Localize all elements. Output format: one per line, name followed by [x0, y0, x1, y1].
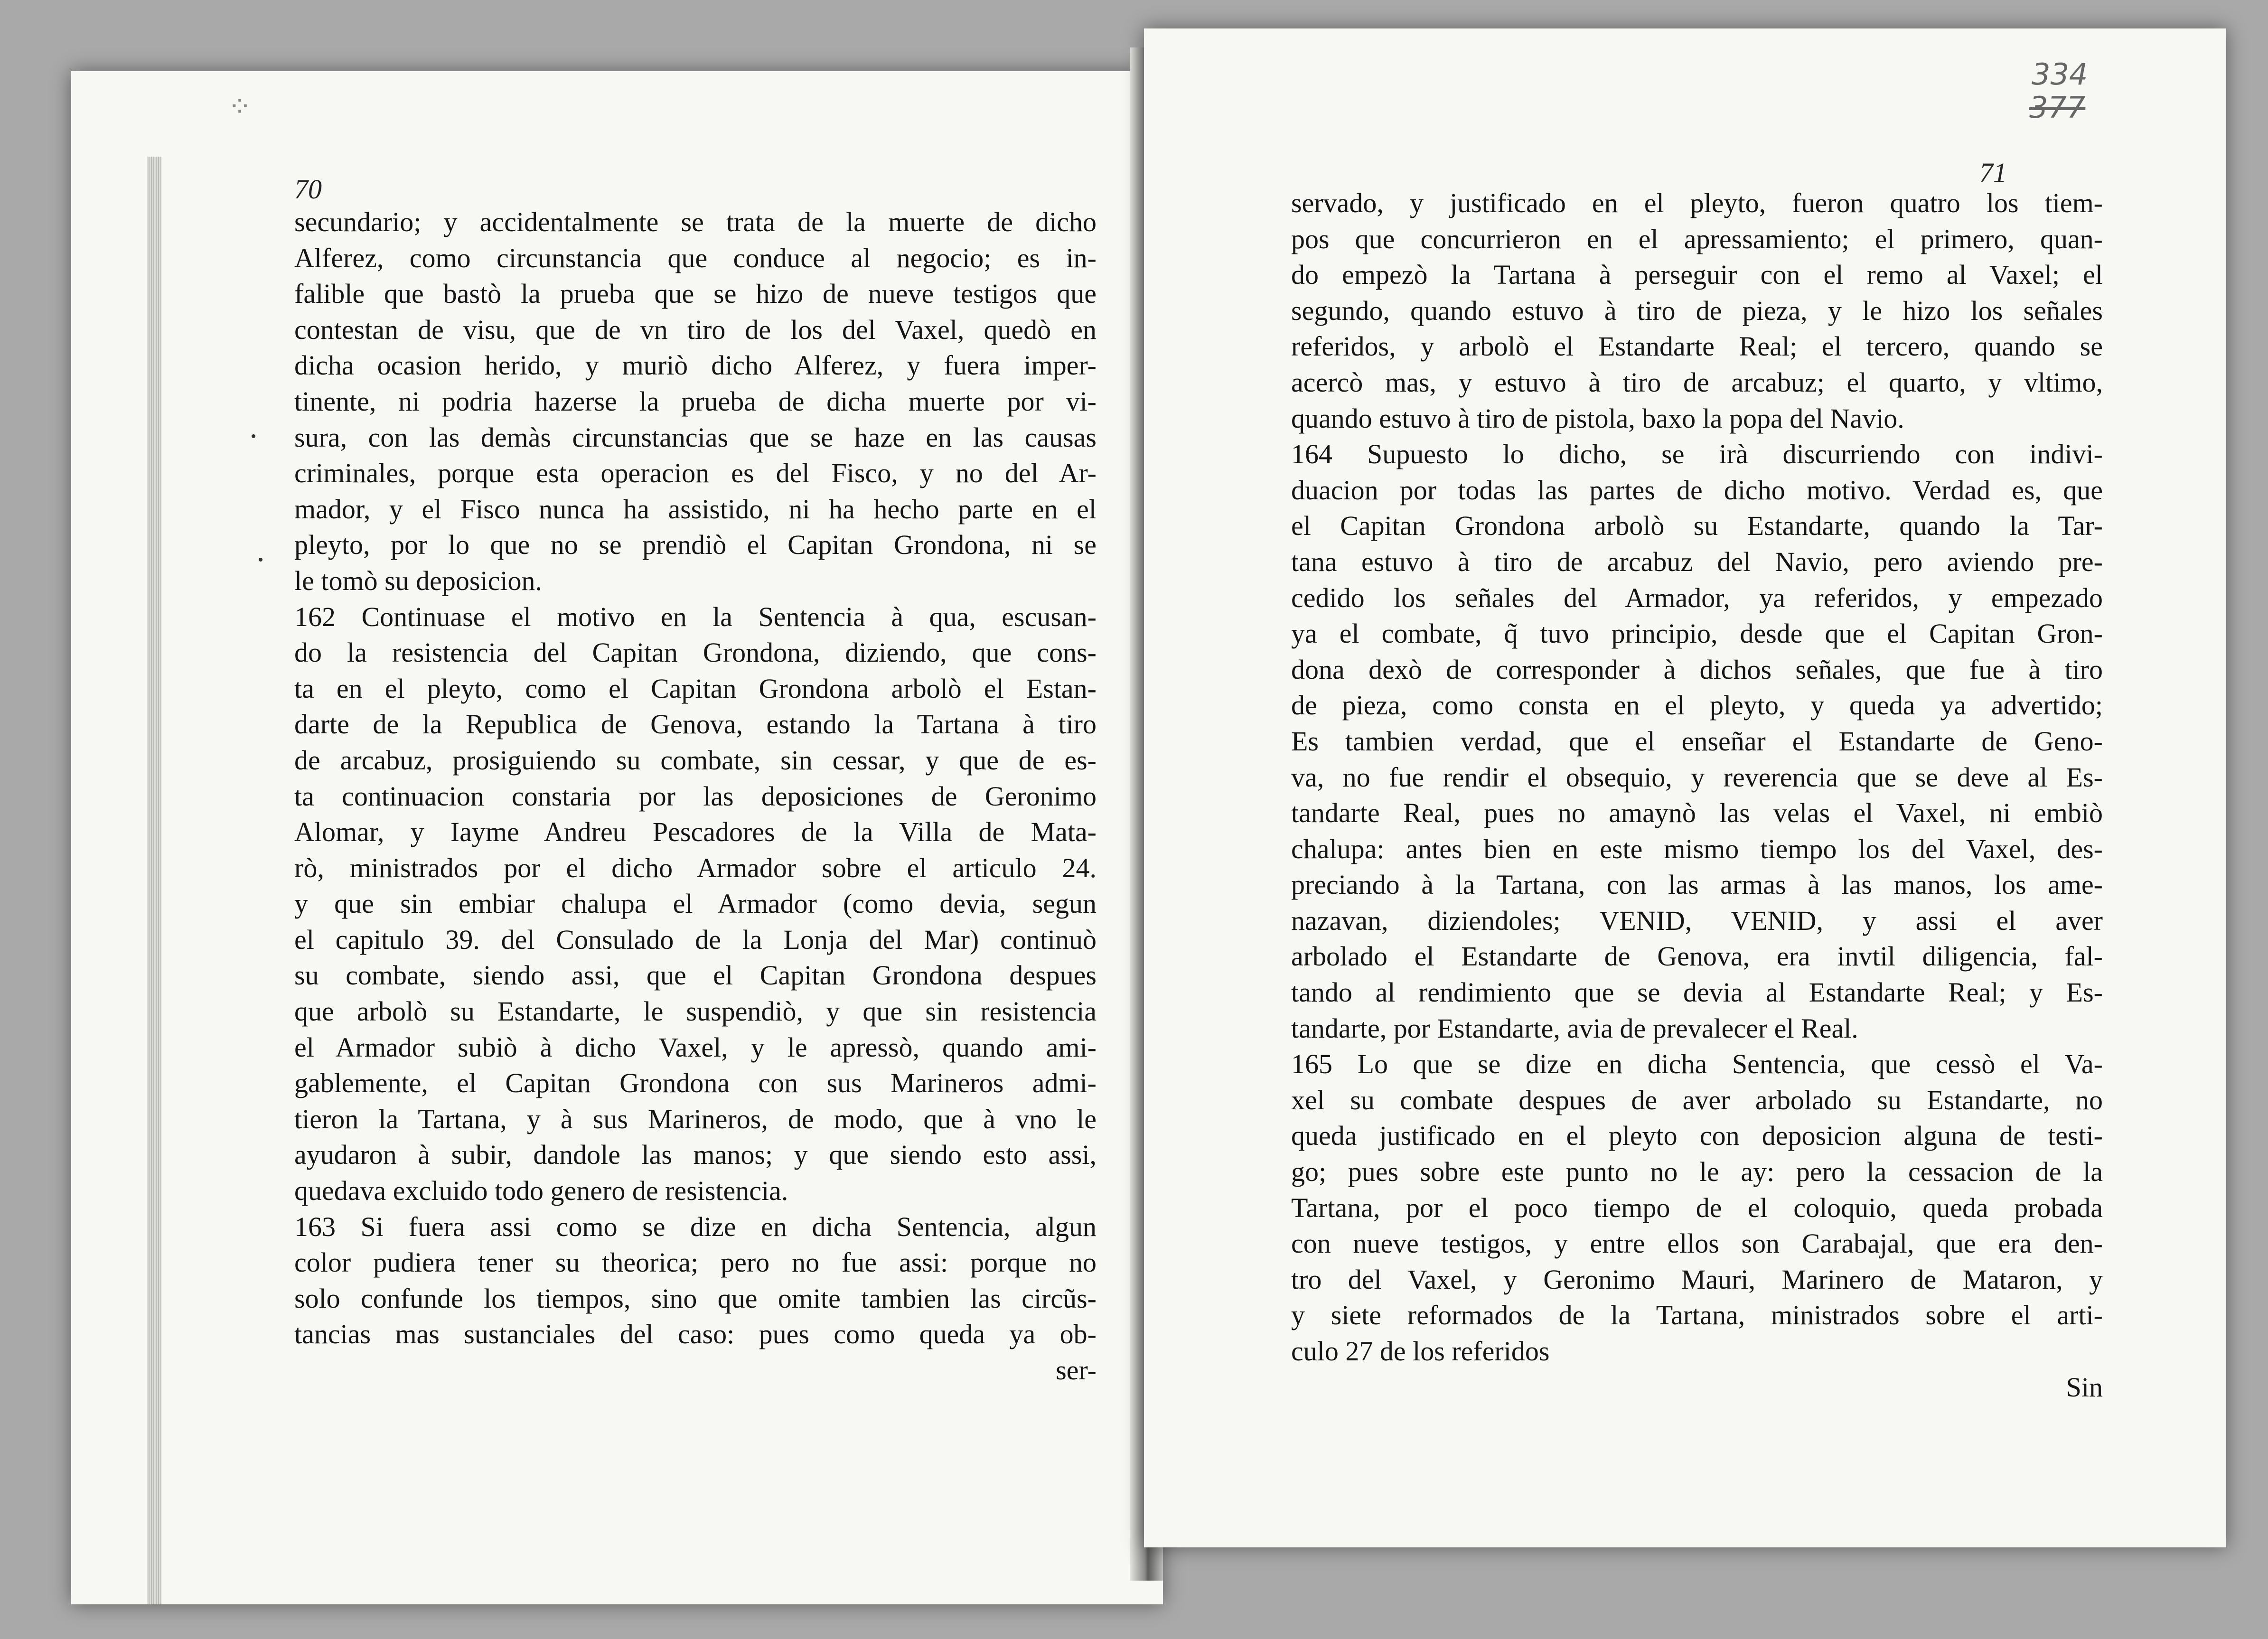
folio-number: 334	[2032, 57, 2088, 92]
text-line: dona dexò de corresponder à dichos señales, que fue à tiro	[1291, 654, 2103, 685]
page-number: 71	[1979, 157, 2007, 188]
text-line: tancias mas sustanciales del caso: pues como queda ya ob-	[294, 1319, 1097, 1350]
text-line: 164 Supuesto lo dicho, se irà discurriendo con indivi-	[1291, 439, 2103, 470]
text-line: su combate, siendo assi, que el Capitan Grondona despues	[294, 960, 1097, 991]
text-line: queda justificado en el pleyto con deposicion alguna de testi-	[1291, 1120, 2103, 1152]
text-line: que arbolò su Estandarte, le suspendiò, y que sin resistencia	[294, 996, 1097, 1027]
text-line: contestan de visu, que de vn tiro de los del Vaxel, quedò en	[294, 314, 1097, 345]
text-line: rò, ministrados por el dicho Armador sobre el articulo 24.	[294, 852, 1097, 883]
text-line: referidos, y arbolò el Estandarte Real; el tercero, quando se	[1291, 331, 2103, 362]
text-line: gablemente, el Capitan Grondona con sus Marineros admi-	[294, 1068, 1097, 1099]
text-line: tro del Vaxel, y Geronimo Mauri, Marinero de Mataron, y	[1291, 1264, 2103, 1295]
text-line: nazavan, diziendoles; VENID, VENID, y assi el aver	[1291, 905, 2103, 936]
folio-number-struck: 377	[2029, 90, 2086, 125]
text-line: 165 Lo que se dize en dicha Sentencia, que cessò el Va-	[1291, 1049, 2103, 1080]
page-edges	[147, 157, 161, 1604]
text-line: do la resistencia del Capitan Grondona, diziendo, que cons-	[294, 637, 1097, 668]
text-line: color pudiera tener su theorica; pero no fue assi: porque no	[294, 1247, 1097, 1278]
left-text-column	[294, 204, 1097, 1388]
text-line: ya el combate, q̃ tuvo principio, desde que el Capitan Gron-	[1291, 618, 2103, 649]
text-line: con nueve testigos, y entre ellos son Carabajal, que era den-	[1291, 1228, 2103, 1259]
text-line: secundario; y accidentalmente se trata de la muerte de dicho	[294, 206, 1097, 237]
text-line: dicha ocasion herido, y muriò dicho Alferez, y fuera imper-	[294, 350, 1097, 381]
text-line: ser-	[1056, 1355, 1097, 1386]
text-line: cedido los señales del Armador, ya referidos, y empezado	[1291, 582, 2103, 613]
text-line: culo 27 de los referidos	[1291, 1336, 1550, 1367]
text-line: y que sin embiar chalupa el Armador (como devia, segun	[294, 888, 1097, 919]
ink-dot	[252, 434, 255, 438]
right-page	[1144, 28, 2226, 1547]
text-line: tando al rendimiento que se devia al Estandarte Real; y Es-	[1291, 977, 2103, 1008]
text-line: tieron la Tartana, y à sus Marineros, de modo, que à vno le	[294, 1103, 1097, 1134]
text-line: ta continuacion constaria por las deposiciones de Geronimo	[294, 780, 1097, 812]
text-line: ta en el pleyto, como el Capitan Grondona arbolò el Estan-	[294, 673, 1097, 704]
text-line: preciando à la Tartana, con las armas à las manos, los ame-	[1291, 869, 2103, 900]
text-line: pleyto, por lo que no se prendiò el Capitan Grondona, ni se	[294, 529, 1097, 561]
text-line: Alferez, como circunstancia que conduce al negocio; es in-	[294, 242, 1097, 273]
text-line: falible que bastò la prueba que se hizo de nueve testigos que	[294, 278, 1097, 309]
ink-dot	[259, 558, 262, 562]
text-line: tinente, ni podria hazerse la prueba de dicha muerte por vi-	[294, 385, 1097, 417]
text-line: ayudaron à subir, dandole las manos; y que siendo esto assi,	[294, 1139, 1097, 1171]
text-line: segundo, quando estuvo à tiro de pieza, y le hizo los señales	[1291, 295, 2103, 326]
text-line: tandarte Real, pues no amaynò las velas el Vaxel, ni embiò	[1291, 797, 2103, 829]
text-line: acercò mas, y estuvo à tiro de arcabuz; el quarto, y vltimo,	[1291, 366, 2103, 398]
text-line: Sin	[2066, 1371, 2103, 1403]
left-page	[71, 71, 1163, 1604]
text-line: Alomar, y Iayme Andreu Pescadores de la Villa de Mata-	[294, 816, 1097, 848]
text-line: le tomò su deposicion.	[294, 565, 542, 596]
text-line: quando estuvo à tiro de pistola, baxo la popa del Navio.	[1291, 403, 1904, 434]
text-line: el Capitan Grondona arbolò su Estandarte, quando la Tar-	[1291, 510, 2103, 542]
text-line: mador, y el Fisco nunca ha assistido, ni ha hecho parte en el	[294, 493, 1097, 524]
text-line: Es tambien verdad, que el enseñar el Estandarte de Geno-	[1291, 725, 2103, 757]
text-line: solo confunde los tiempos, sino que omite tambien las circũs-	[294, 1283, 1097, 1314]
text-line: tana estuvo à tiro de arcabuz del Navio, pero aviendo pre-	[1291, 546, 2103, 577]
text-line: el Armador subiò à dicho Vaxel, y le apressò, quando ami-	[294, 1031, 1097, 1063]
page-number: 70	[294, 174, 322, 205]
text-line: do empezò la Tartana à perseguir con el remo al Vaxel; el	[1291, 259, 2103, 290]
text-line: pos que concurrieron en el apressamiento; el primero, quan-	[1291, 223, 2103, 254]
text-line: de pieza, como consta en el pleyto, y queda ya advertido;	[1291, 690, 2103, 721]
text-line: va, no fue rendir el obsequio, y reverencia que se deve al Es-	[1291, 761, 2103, 793]
text-line: duacion por todas las partes de dicho motivo. Verdad es, que	[1291, 474, 2103, 506]
text-line: 163 Si fuera assi como se dize en dicha Sentencia, algun	[294, 1211, 1097, 1242]
text-line: Tartana, por el poco tiempo de el coloquio, queda probada	[1291, 1192, 2103, 1223]
text-line: arbolado el Estandarte de Genova, era invtil diligencia, fal-	[1291, 941, 2103, 972]
text-line: darte de la Republica de Genova, estando la Tartana à tiro	[294, 709, 1097, 740]
text-line: chalupa: antes bien en este mismo tiempo los del Vaxel, des-	[1291, 833, 2103, 864]
text-line: tandarte, por Estandarte, avia de prevalecer el Real.	[1291, 1012, 1858, 1044]
text-line: criminales, porque esta operacion es del Fisco, y no del Ar-	[294, 458, 1097, 489]
text-line: 162 Continuase el motivo en la Sentencia à qua, escusan-	[294, 601, 1097, 632]
text-line: de arcabuz, prosiguiendo su combate, sin cessar, y que de es-	[294, 744, 1097, 776]
text-line: y siete reformados de la Tartana, ministrados sobre el arti-	[1291, 1300, 2103, 1331]
text-line: go; pues sobre este punto no le ay: pero la cessacion de la	[1291, 1156, 2103, 1188]
right-text-column	[1291, 185, 2103, 1405]
faded-stamp: ⁘	[228, 91, 252, 122]
text-line: el capitulo 39. del Consulado de la Lonja del Mar) continuò	[294, 924, 1097, 955]
text-line: quedava excluido todo genero de resistencia.	[294, 1175, 788, 1207]
text-line: servado, y justificado en el pleyto, fueron quatro los tiem-	[1291, 187, 2103, 218]
text-line: sura, con las demàs circunstancias que se haze en las causas	[294, 421, 1097, 453]
text-line: xel su combate despues de aver arbolado su Estandarte, no	[1291, 1084, 2103, 1115]
